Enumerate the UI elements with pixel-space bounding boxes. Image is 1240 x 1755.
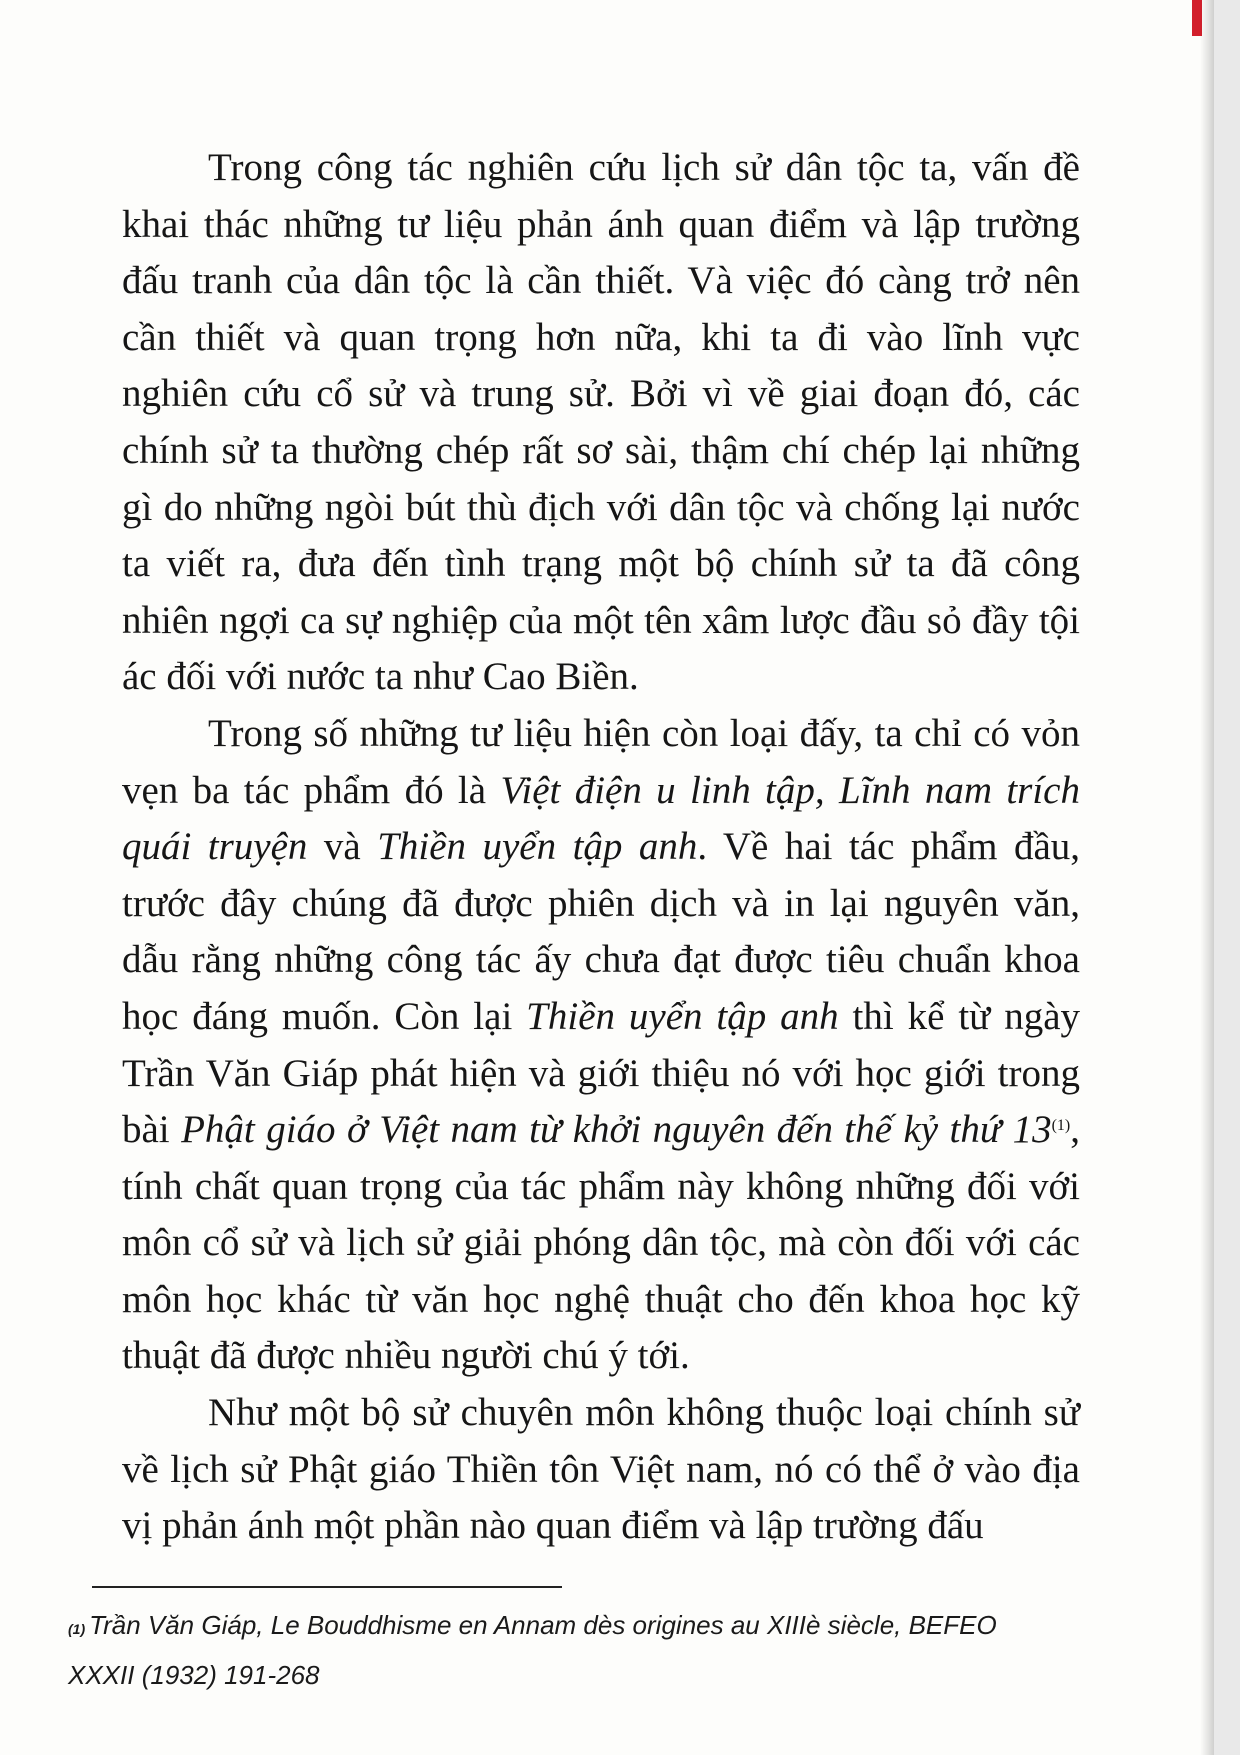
paragraph-2-title-1: Việt điện u linh tập, Lĩnh nam trích quái truyện	[122, 768, 1080, 869]
footnote-text: Trần Văn Giáp, Le Bouddhisme en Annam dès origines au XIIIè siècle, BEFEO XXXII (1932) 191-268	[68, 1610, 997, 1690]
body-text	[122, 140, 1080, 1555]
footnote-divider	[92, 1586, 562, 1588]
paragraph-2-text-2: và	[307, 825, 378, 869]
paragraph-1: Trong công tác nghiên cứu lịch sử dân tộc ta, vấn đề khai thác những tư liệu phản ánh quan điểm và lập trường đấu tranh của dân tộc là cần thiết. Và việc đó càng trở nên cần thiết và quan trọng hơn nữa, khi ta đi vào lĩnh vực nghiên cứu cổ sử và trung sử. Bởi vì về giai đoạn đó, các chính sử ta thường chép rất sơ sài, thậm chí chép lại những gì do những ngòi bút thù địch với dân tộc và chống lại nước ta viết ra, đưa đến tình trạng một bộ chính sử ta đã công nhiên ngợi ca sự nghiệp của một tên xâm lược đầu sỏ đầy tội ác đối với nước ta như Cao Biền.	[122, 146, 1080, 699]
paragraph-2-title-3: Thiền uyển tập anh	[526, 994, 839, 1038]
paragraph-2-title-4: Phật giáo ở Việt nam từ khởi nguyên đến thế kỷ thứ 13	[181, 1108, 1052, 1152]
page-edge	[1214, 0, 1240, 1755]
paragraph-2-text-3: . Về hai tác phẩm đầu, trước đây chúng đã được phiên dịch và in lại nguyên văn, dẫu rằng những công tác ấy chưa đạt được tiêu chuẩn khoa học đáng muốn. Còn lại	[122, 825, 1081, 1038]
paragraph-2-title-2: Thiền uyển tập anh	[377, 825, 698, 869]
paragraph-2	[122, 706, 1080, 1385]
footnote-mark: (1)	[68, 1621, 86, 1637]
footnote-reference: (1)	[1051, 1117, 1071, 1135]
page-edge-shadow	[1200, 0, 1214, 1755]
paragraph-2-text-5: , tính chất quan trọng của tác phẩm này không những đối với môn cổ sử và lịch sử giải phóng dân tộc, mà còn đối với các môn học khác từ văn học nghệ thuật cho đến khoa học kỹ thuật đã được nhiều người chú ý tới.	[122, 1108, 1080, 1378]
paragraph-2-text-1: Trong số những tư liệu hiện còn loại đấy, ta chỉ có vỏn vẹn ba tác phẩm đó là	[122, 711, 1080, 812]
footnote	[68, 1600, 1068, 1700]
paragraph-3: Như một bộ sử chuyên môn không thuộc loại chính sử về lịch sử Phật giáo Thiền tôn Việt nam, nó có thể ở vào địa vị phản ánh một phần nào quan điểm và lập trường đấu	[122, 1391, 1080, 1548]
paragraph-2-text-4: thì kể từ ngày Trần Văn Giáp phát hiện và giới thiệu nó với học giới trong bài	[122, 994, 1080, 1152]
